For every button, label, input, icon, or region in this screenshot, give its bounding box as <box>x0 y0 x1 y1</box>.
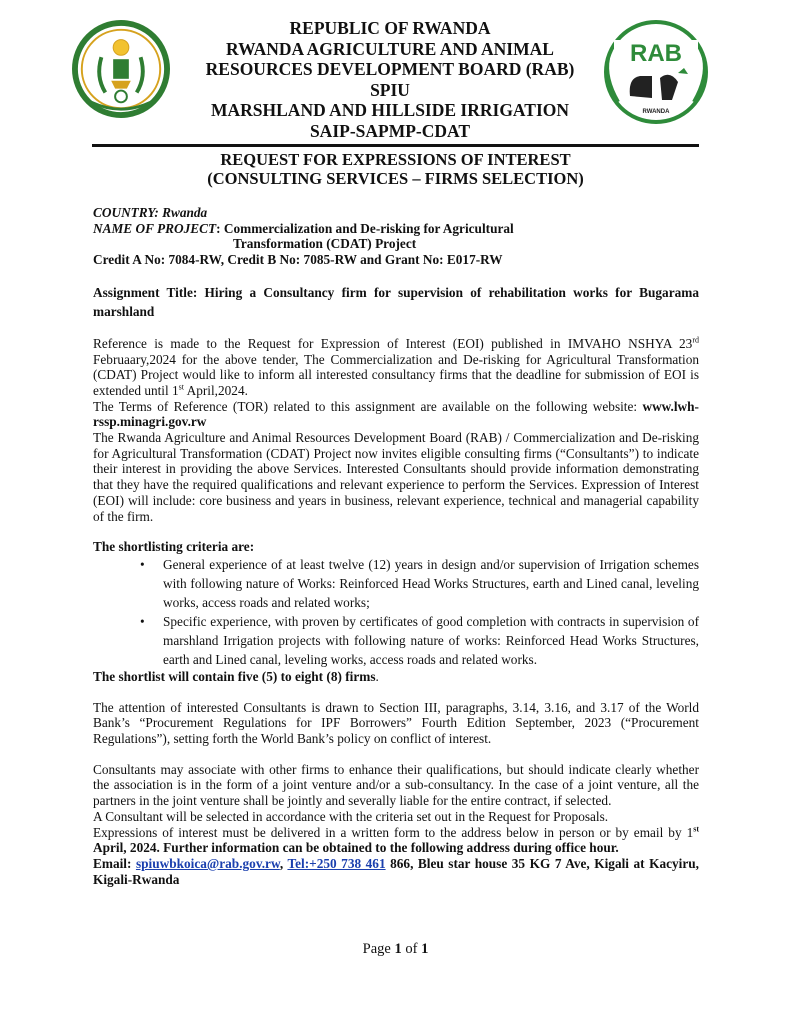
paragraph-invitation: The Rwanda Agriculture and Animal Resources Development Board (RAB) / Commercialization and De-risking for Agricultural Transformation (CDAT) Project now invites eligible consulting firms (“Consultants”) to indicate their interest in providing the above Services. Interested Consultants should provide information demonstrating that they have the required qualifications and relevant experience to perform the Services. Expression of Interest (EOI) will include: core business and years in business, relevant experience, technical and managerial capability of the firm. <box>93 430 699 524</box>
header-line: SPIU <box>370 79 410 100</box>
list-item: • General experience of at least twelve (12) years in design and/or supervision of Irrigation schemes with following nature of Works: Reinforced Head Works Structures, earth and Lined canal, leveling works, access roads and related works; <box>140 556 699 610</box>
phone-link[interactable]: Tel:+250 738 461 <box>287 855 386 871</box>
paragraph-reference: Reference is made to the Request for Expression of Interest (EOI) published in IMVAHO NSHYA 23rd Februaary,2024 for the above tender, The Commercialization and De-risking for Agricultural Transformation (CDAT) Project would like to inform all interested consultancy firms that the deadline for submission of EOI is extended until 1st April,2024. <box>93 335 699 398</box>
title-line: (CONSULTING SERVICES – FIRMS SELECTION) <box>207 169 584 188</box>
paragraph-delivery: Expressions of interest must be delivered in a written form to the address below in person or by email by 1st April, 2024. Further information can be obtained to the following address during office hour. <box>93 824 699 856</box>
header-title <box>180 18 600 142</box>
rab-logo-subtext: RWANDA <box>642 109 670 115</box>
header-line: REPUBLIC OF RWANDA <box>289 18 491 38</box>
document-title <box>100 150 691 188</box>
rwanda-coat-of-arms-logo <box>72 18 170 120</box>
tor-url: www.lwh-rssp.minagri.gov.rw <box>93 398 699 430</box>
bullet-icon: • <box>140 613 145 629</box>
paragraph-attention: The attention of interested Consultants is drawn to Section III, paragraphs, 3.14, 3.16, and 3.17 of the World Bank’s “Procurement Regulations for IPF Borrowers” Fourth Edition September, 2023 (“Procurement Regulations”), setting forth the World Bank’s policy on conflict of interest. <box>93 699 699 747</box>
criteria-heading: The shortlisting criteria are: <box>93 539 255 555</box>
criteria-list <box>93 555 699 669</box>
header-line: SAIP-SAPMP-CDAT <box>309 120 471 141</box>
title-line: REQUEST FOR EXPRESSIONS OF INTEREST <box>220 150 571 169</box>
project-name-cont: Transformation (CDAT) Project <box>233 236 417 252</box>
list-item: • Specific experience, with proven by certificates of good completion with contracts in supervision of marshland Irrigation projects with following nature of works: Reinforced Head Works Structures, earth and Lined canal, leveling works, access roads and related works. <box>140 613 699 667</box>
header-line: MARSHLAND AND HILLSIDE IRRIGATION <box>211 100 569 121</box>
contact-info: Email: spiuwbkoica@rab.gov.rw, Tel:+250 738 461 866, Bleu star house 35 KG 7 Ave, Kigali at Kacyiru, Kigali-Rwanda <box>93 855 699 887</box>
paragraph-associate: Consultants may associate with other firms to enhance their qualifications, but should indicate clearly whether the association is in the form of a joint venture and/or a sub-consultancy. In the case of a joint venture, all the partners in the joint venture shall be jointly and severally liable for the entire contract, if selected. <box>93 761 699 809</box>
page-footer: Page 1 of 1 <box>362 941 429 957</box>
shortlist-note: The shortlist will contain five (5) to eight (8) firms. <box>93 668 379 684</box>
country: COUNTRY: Rwanda <box>93 205 208 220</box>
assignment-title: Assignment Title: Hiring a Consultancy firm for supervision of rehabilitation works for Bugarama marshland <box>93 284 699 319</box>
document-body <box>93 205 699 887</box>
project-name: NAME OF PROJECT: Commercialization and De-risking for Agricultural <box>93 220 514 236</box>
rab-logo <box>600 18 712 126</box>
credit-numbers: Credit A No: 7084-RW, Credit B No: 7085-RW and Grant No: E017-RW <box>93 252 503 268</box>
rab-logo-text: RAB <box>630 40 682 67</box>
header-divider <box>92 144 699 147</box>
bullet-icon: • <box>140 556 145 572</box>
paragraph-selection: A Consultant will be selected in accordance with the criteria set out in the Request for Proposals. <box>93 808 609 824</box>
header-line: RESOURCES DEVELOPMENT BOARD (RAB) <box>205 59 575 80</box>
email-link[interactable]: spiuwbkoica@rab.gov.rw <box>135 855 280 871</box>
paragraph-tor: The Terms of Reference (TOR) related to this assignment are available on the following website: www.lwh-rssp.minagri.gov.rw <box>93 398 699 430</box>
header-line: RWANDA AGRICULTURE AND ANIMAL <box>226 38 554 59</box>
